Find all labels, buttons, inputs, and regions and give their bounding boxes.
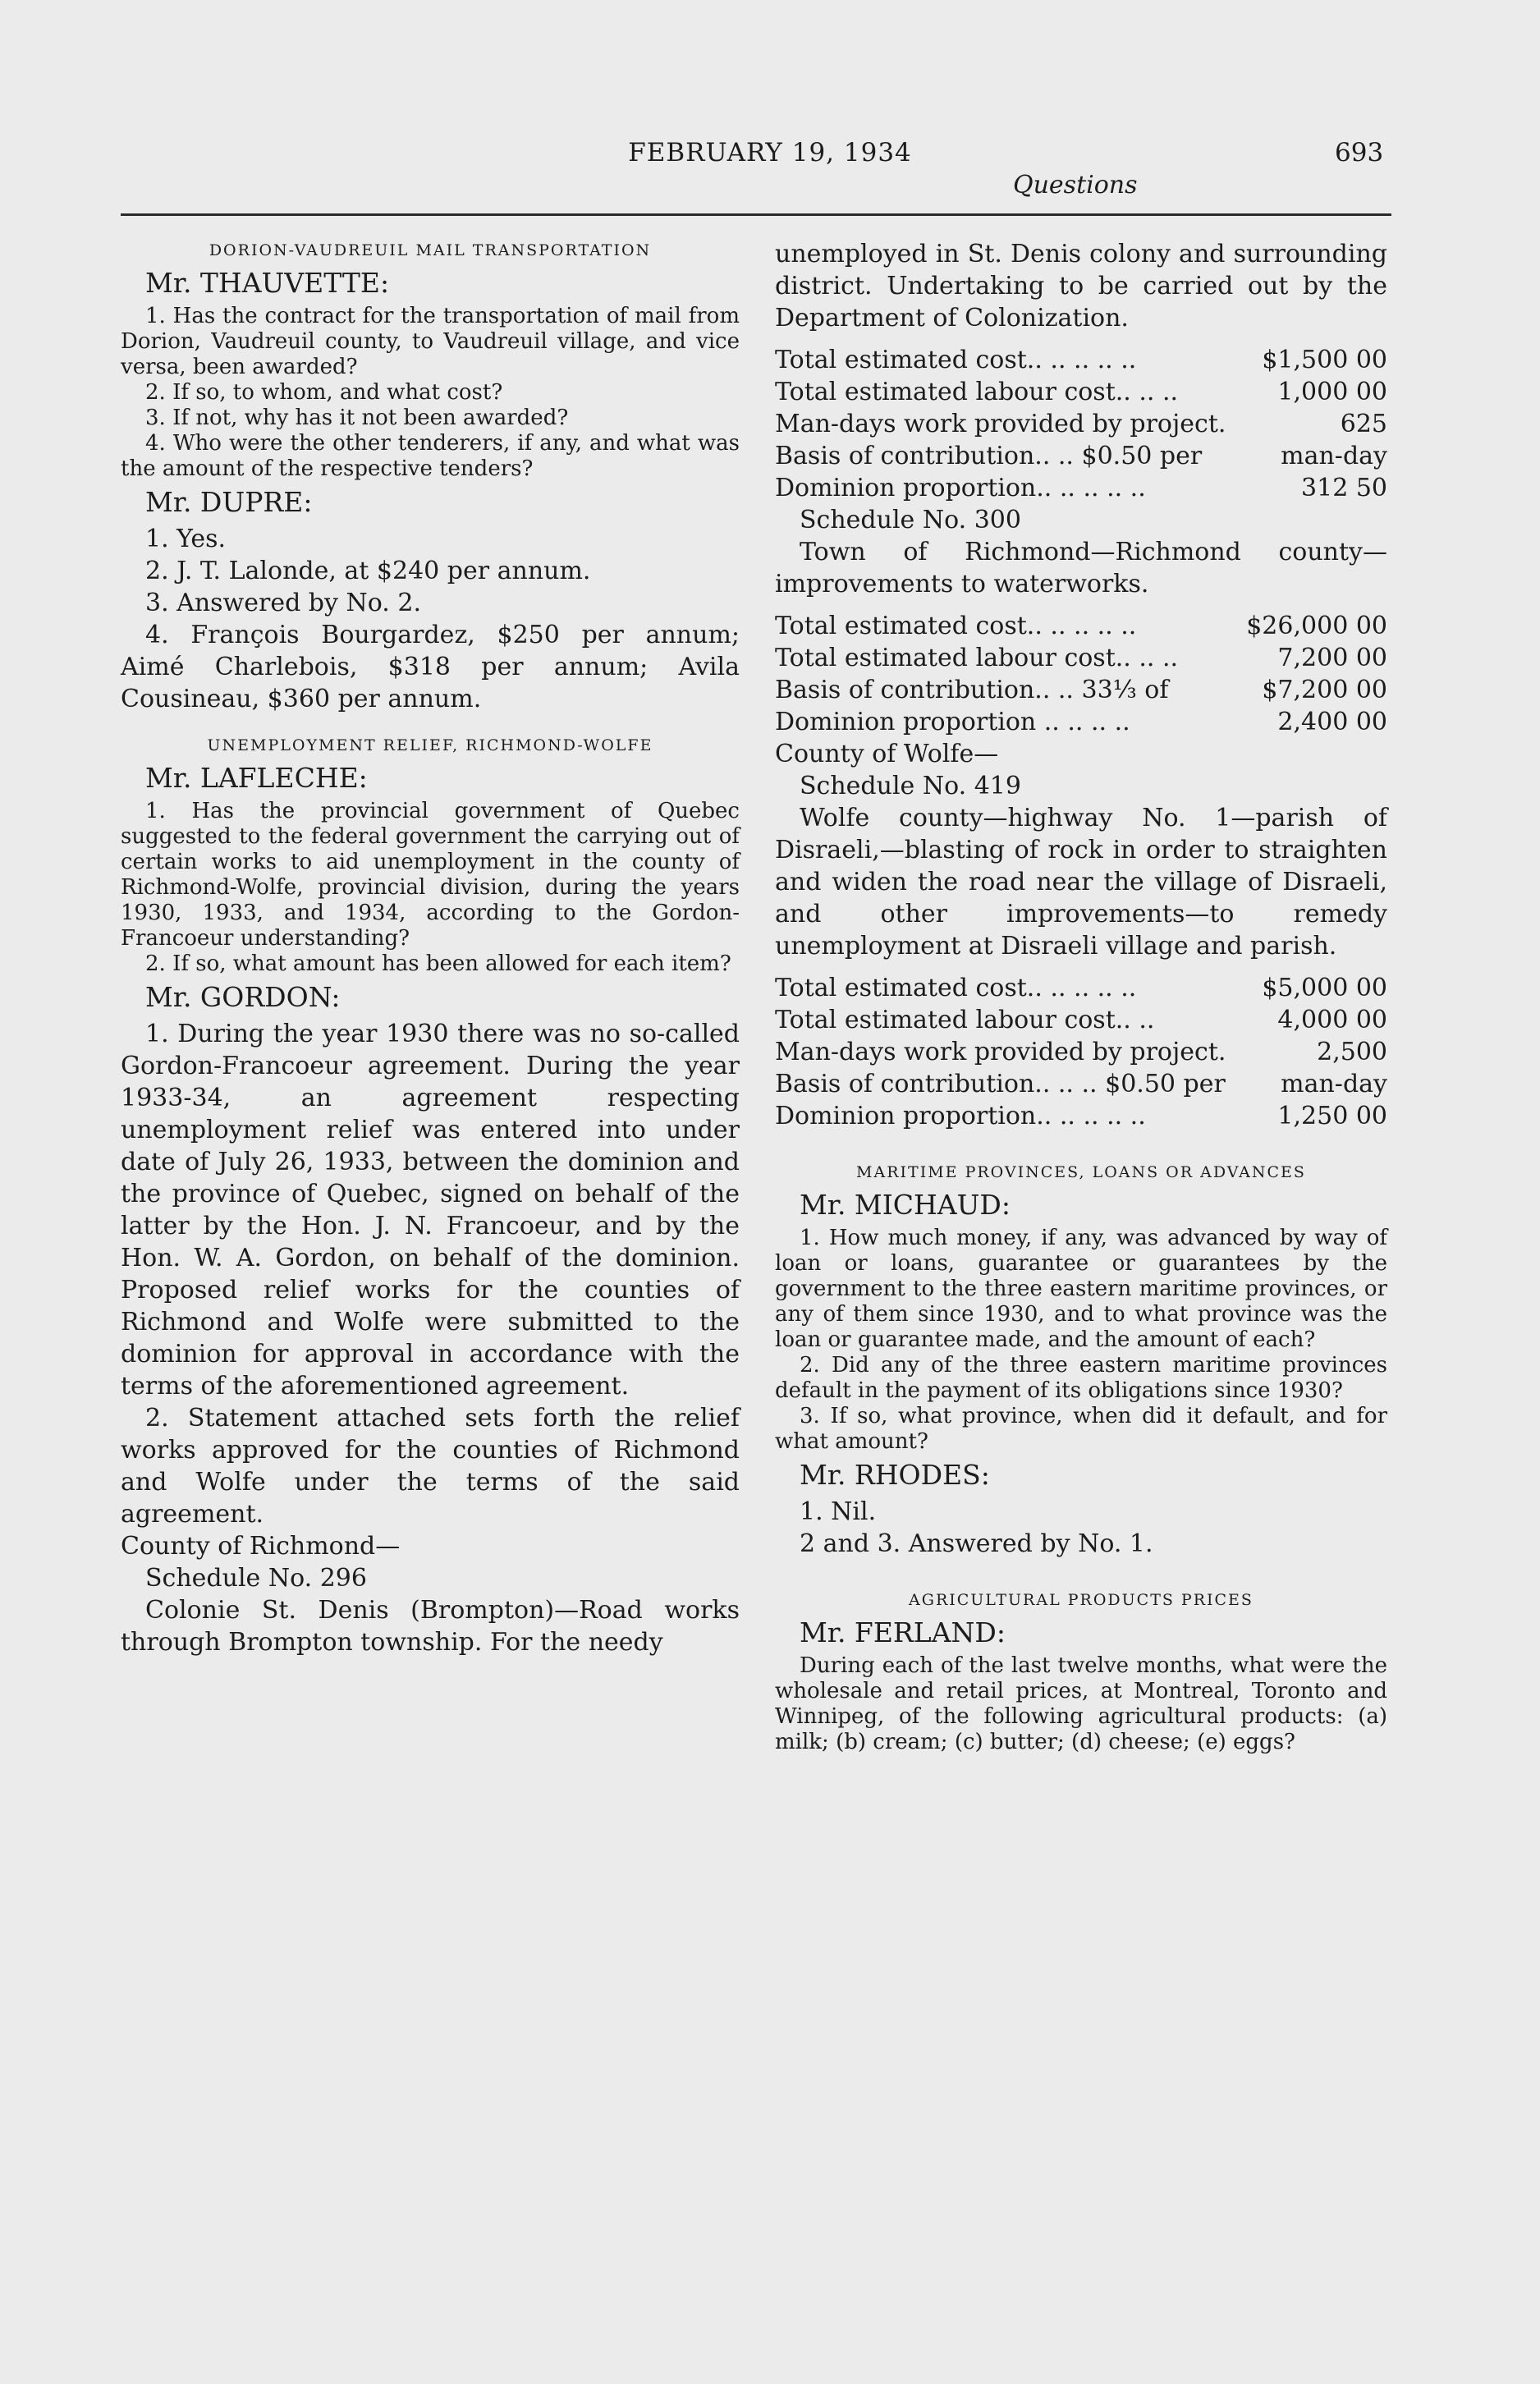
right-column (775, 238, 1387, 1755)
question-item: 1. How much money, if any, was advanced by way of loan or loans, guarantee or guarantees by the government to the three eastern maritime provinces, or any of them since 1930, and to what province was the loan or guarantee made, and the amount of each? (775, 1226, 1387, 1352)
table-row: Man-days work provided by project. 2,500 (775, 1038, 1387, 1066)
table-row: Total estimated cost.. .. .. .. .. $1,500 00 (775, 346, 1387, 374)
table-row: Basis of contribution.. .. $0.50 per man-day (775, 442, 1387, 470)
answer-item: 2 and 3. Answered by No. 1. (800, 1529, 1153, 1558)
cost-table (775, 344, 1387, 504)
project-description: unemployed in St. Denis colony and surrounding district. Undertaking to be carried out by the Department of Colonization. (775, 240, 1387, 332)
answer-item: 2. J. T. Lalonde, at $240 per annum. (145, 557, 591, 585)
heading-dorion-vaudreuil: DORION-VAUDREUIL MAIL TRANSPORTATION (209, 241, 652, 259)
speaker-ferland: Mr. FERLAND: (800, 1616, 1006, 1648)
table-row: Dominion proportion .. .. .. .. 2,400 00 (775, 708, 1387, 736)
county-label: County of Richmond— (121, 1532, 401, 1561)
heading-maritime-provinces: MARITIME PROVINCES, LOANS OR ADVANCES (856, 1163, 1306, 1181)
project-description: Colonie St. Denis (Brompton)—Road works through Brompton township. For the needy (121, 1596, 740, 1657)
page-date: FEBRUARY 19, 1934 (628, 138, 912, 167)
question-item: 2. If so, to whom, and what cost? (145, 380, 503, 405)
speaker-dupre: Mr. DUPRE: (145, 486, 313, 518)
project-description: Town of Richmond—Richmond county—improvements to waterworks. (775, 538, 1387, 598)
answer-item: 1. During the year 1930 there was no so-called Gordon-Francoeur agreement. During the year 1933-34, an agreement respecting unemployment relief was entered into under date of July 26, 1933, between the dominion and the province of Quebec, signed on behalf of the latter by the Hon. J. N. Francoeur, and by the Hon. W. A. Gordon, on behalf of the dominion. Proposed relief works for the counties of Richmond and Wolfe were submitted to the dominion for approval in accordance with the terms of the aforementioned agreement. (121, 1020, 740, 1401)
project-description: Wolfe county—highway No. 1—parish of Disraeli,—blasting of rock in order to straighten and widen the road near the village of Disraeli, and other improvements—to remedy unemployment at Disraeli village and parish. (775, 804, 1387, 960)
county-label: County of Wolfe— (775, 740, 999, 768)
section-title: Questions (1013, 171, 1138, 199)
header-rule (121, 213, 1391, 216)
table-row: Total estimated labour cost.. .. 4,000 00 (775, 1006, 1387, 1034)
speaker-thauvette: Mr. THAUVETTE: (145, 267, 390, 299)
question-item: During each of the last twelve months, what were the wholesale and retail prices, at Montreal, Toronto and Winnipeg, of the following agricultural products: (a) milk; (b) cream; (c) butter; (d) cheese; (e) eggs? (775, 1653, 1387, 1754)
speaker-lafleche: Mr. LAFLECHE: (145, 762, 368, 794)
table-row: Total estimated labour cost.. .. .. 1,000 00 (775, 378, 1387, 406)
question-item: 1. Has the provincial government of Quebec suggested to the federal government the carrying out of certain works to aid unemployment in the county of Richmond-Wolfe, provincial division, during the years 1930, 1933, and 1934, according to the Gordon-Francoeur understanding? (121, 799, 740, 951)
answer-item: 2. Statement attached sets forth the relief works approved for the counties of Richmond and Wolfe under the terms of the said agreement. (121, 1404, 740, 1529)
question-item: 4. Who were the other tenderers, if any, and what was the amount of the respective tenders? (121, 431, 740, 481)
answer-item: 1. Yes. (145, 525, 227, 553)
table-row: Basis of contribution.. .. 33⅓ of $7,200 00 (775, 676, 1387, 704)
table-row: Total estimated cost.. .. .. .. .. $26,000 00 (775, 612, 1387, 640)
heading-agricultural-prices: AGRICULTURAL PRODUCTS PRICES (909, 1591, 1254, 1609)
question-item: 2. Did any of the three eastern maritime provinces default in the payment of its obligations since 1930? (775, 1353, 1387, 1403)
cost-table (775, 610, 1387, 738)
answer-item: 1. Nil. (800, 1497, 877, 1526)
question-item: 1. Has the contract for the transportation of mail from Dorion, Vaudreuil county, to Vaudreuil village, and vice versa, been awarded? (121, 304, 740, 379)
answer-item: 4. François Bourgardez, $250 per annum; Aimé Charlebois, $318 per annum; Avila Cousineau, $360 per annum. (121, 621, 740, 713)
left-column (121, 238, 740, 1658)
heading-unemployment-relief: UNEMPLOYMENT RELIEF, RICHMOND-WOLFE (207, 736, 653, 754)
speaker-rhodes: Mr. RHODES: (800, 1459, 990, 1491)
schedule-label: Schedule No. 300 (800, 506, 1021, 534)
schedule-label: Schedule No. 419 (800, 772, 1021, 800)
table-row: Dominion proportion.. .. .. .. .. 312 50 (775, 474, 1387, 502)
page-number: 693 (1335, 138, 1384, 167)
table-row: Basis of contribution.. .. .. $0.50 per man-day (775, 1070, 1387, 1098)
table-row: Total estimated labour cost.. .. .. 7,200 00 (775, 644, 1387, 672)
cost-table (775, 972, 1387, 1132)
speaker-michaud: Mr. MICHAUD: (800, 1189, 1011, 1221)
answer-item: 3. Answered by No. 2. (145, 589, 421, 617)
table-row: Man-days work provided by project. 625 (775, 410, 1387, 438)
question-item: 3. If so, what province, when did it default, and for what amount? (775, 1404, 1387, 1454)
table-row: Dominion proportion.. .. .. .. .. 1,250 00 (775, 1102, 1387, 1130)
schedule-label: Schedule No. 296 (145, 1564, 367, 1593)
question-item: 2. If so, what amount has been allowed for each item? (145, 951, 731, 976)
table-row: Total estimated cost.. .. .. .. .. $5,000 00 (775, 974, 1387, 1002)
speaker-gordon: Mr. GORDON: (145, 981, 341, 1013)
question-item: 3. If not, why has it not been awarded? (145, 406, 569, 430)
